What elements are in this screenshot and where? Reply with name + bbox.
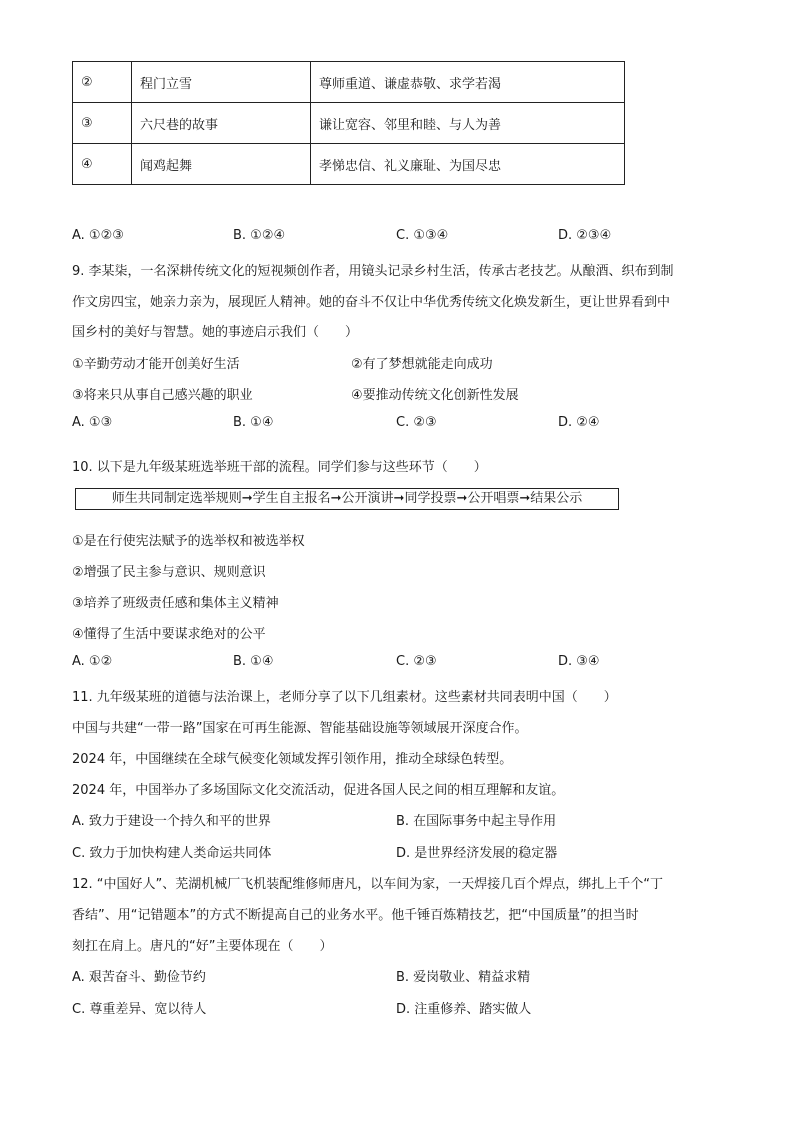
q8-option-b: B. ①②④ (233, 228, 286, 243)
table-row (73, 103, 625, 144)
q11-option-a: A. 致力于建设一个持久和平的世界 (72, 814, 271, 829)
q10-option-a: A. ①② (72, 654, 113, 669)
q11-option-b: B. 在国际事务中起主导作用 (396, 814, 557, 829)
idiom-cell: 程门立雪 (132, 62, 311, 103)
q10-option-d: D. ③④ (558, 654, 600, 669)
q11-material-2: 2024 年，中国继续在全球气候变化领域发挥引领作用，推动全球绿色转型。 (72, 752, 513, 767)
q11-material-3: 2024 年，中国举办了多场国际文化交流活动，促进各国人民之间的相互理解和友谊。 (72, 783, 565, 798)
q9-stem-line-2: 作文房四宝，她亲力亲为，展现匠人精神。她的奋斗不仅让中华优秀传统文化焕发新生，更让世界看到中 (72, 295, 671, 310)
q12-option-a: A. 艰苦奋斗、勤俭节约 (72, 970, 206, 985)
row-number: ③ (73, 103, 132, 144)
q8-option-d: D. ②③④ (558, 228, 612, 243)
q10-option-c: C. ②③ (396, 654, 437, 669)
q10-item-2: ②增强了民主参与意识、规则意识 (72, 565, 266, 580)
q10-item-4: ④懂得了生活中要谋求绝对的公平 (72, 627, 266, 642)
q12-option-c: C. 尊重差异、宽以待人 (72, 1002, 207, 1017)
q9-item-2: ②有了梦想就能走向成功 (351, 357, 493, 372)
q9-option-d: D. ②④ (558, 415, 600, 430)
idiom-cell: 六尺巷的故事 (132, 103, 311, 144)
q11-material-1: 中国与共建“一带一路”国家在可再生能源、智能基础设施等领域展开深度合作。 (72, 721, 528, 736)
q9-item-4: ④要推动传统文化创新性发展 (351, 388, 519, 403)
row-number: ④ (73, 144, 132, 185)
q9-option-a: A. ①③ (72, 415, 113, 430)
virtue-cell: 谦让宽容、邻里和睦、与人为善 (311, 103, 625, 144)
q12-stem-line-2: 香结”、用“记错题本”的方式不断提高自己的业务水平。他千锤百炼精技艺，把“中国质量”的担当时 (72, 908, 639, 923)
q10-item-3: ③培养了班级责任感和集体主义精神 (72, 596, 279, 611)
election-flow-box: 师生共同制定选举规则➞学生自主报名➞公开演讲➞同学投票➞公开唱票➞结果公示 (75, 488, 619, 510)
q9-option-c: C. ②③ (396, 415, 437, 430)
q10-option-b: B. ①④ (233, 654, 274, 669)
q12-stem-line-1: 12. “中国好人”、芜湖机械厂飞机装配维修师唐凡，以车间为家，一天焊接几百个焊点，绑扎上千个“丁 (72, 877, 664, 892)
q10-stem: 10. 以下是九年级某班选举班干部的流程。同学们参与这些环节（ ） (72, 460, 487, 475)
idiom-table (72, 61, 625, 185)
table-row (73, 144, 625, 185)
q8-option-a: A. ①②③ (72, 228, 124, 243)
q9-stem-line-1: 9. 李某柒，一名深耕传统文化的短视频创作者，用镜头记录乡村生活，传承古老技艺。从酿酒、织布到制 (72, 264, 674, 279)
q8-option-c: C. ①③④ (396, 228, 449, 243)
row-number: ② (73, 62, 132, 103)
q9-stem-line-3: 国乡村的美好与智慧。她的事迹启示我们（ ） (72, 325, 359, 340)
q11-option-d: D. 是世界经济发展的稳定器 (396, 846, 558, 861)
q12-stem-line-3: 刻扛在肩上。唐凡的“好”主要体现在（ ） (72, 939, 333, 954)
q9-item-3: ③将来只从事自己感兴趣的职业 (72, 388, 253, 403)
virtue-cell: 尊师重道、谦虚恭敬、求学若渴 (311, 62, 625, 103)
q11-stem: 11. 九年级某班的道德与法治课上，老师分享了以下几组素材。这些素材共同表明中国（ ） (72, 690, 617, 705)
q12-option-d: D. 注重修养、踏实做人 (396, 1002, 532, 1017)
q9-option-b: B. ①④ (233, 415, 274, 430)
q10-item-1: ①是在行使宪法赋予的选举权和被选举权 (72, 534, 305, 549)
q12-option-b: B. 爱岗敬业、精益求精 (396, 970, 531, 985)
q11-option-c: C. 致力于加快构建人类命运共同体 (72, 846, 272, 861)
table-row (73, 62, 625, 103)
idiom-cell: 闻鸡起舞 (132, 144, 311, 185)
q9-item-1: ①辛勤劳动才能开创美好生活 (72, 357, 240, 372)
virtue-cell: 孝悌忠信、礼义廉耻、为国尽忠 (311, 144, 625, 185)
